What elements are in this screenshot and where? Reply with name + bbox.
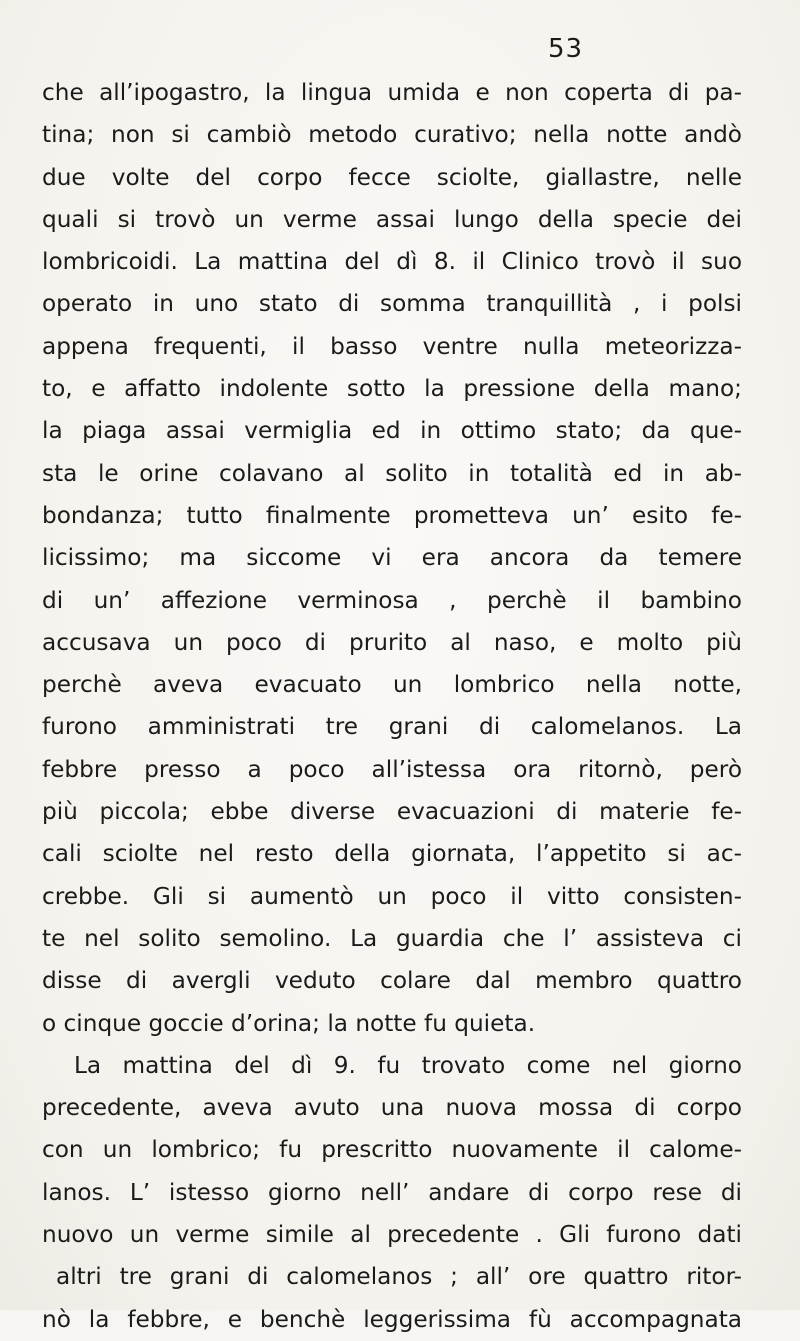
text-line: appena frequenti, il basso ventre nulla meteorizza-: [42, 332, 742, 360]
text-line: tina; non si cambiò metodo curativo; nella notte andò: [42, 121, 742, 149]
text-line: con un lombrico; fu prescritto nuovamente il calome-: [42, 1136, 742, 1164]
text-line: più piccola; ebbe diverse evacuazioni di materie fe-: [42, 798, 742, 826]
text-line: te nel solito semolino. La guardia che l’ assisteva ci: [42, 924, 742, 952]
text-line: di un’ affezione verminosa , perchè il bambino: [42, 586, 742, 614]
text-line: sta le orine colavano al solito in totalità ed in ab-: [42, 459, 742, 487]
text-line: o cinque goccie d’orina; la notte fu quieta.: [42, 1009, 536, 1037]
text-line: accusava un poco di prurito al naso, e molto più: [42, 628, 742, 656]
text-line: perchè aveva evacuato un lombrico nella notte,: [42, 671, 742, 699]
text-line: disse di avergli veduto colare dal membro quattro: [42, 967, 742, 995]
text-line: precedente, aveva avuto una nuova mossa di corpo: [42, 1094, 742, 1122]
text-line: nuovo un verme simile al precedente . Gli furono dati: [42, 1221, 742, 1249]
text-line: due volte del corpo fecce sciolte, giallastre, nelle: [42, 163, 742, 191]
body-text: [42, 72, 742, 1341]
text-line: lanos. L’ istesso giorno nell’ andare di corpo rese di: [42, 1178, 742, 1206]
text-line: altri tre grani di calomelanos ; all’ ore quattro ritor-: [56, 1263, 742, 1291]
text-line: quali si trovò un verme assai lungo della specie dei: [42, 205, 742, 233]
text-line: bondanza; tutto finalmente prometteva un’ esito fe-: [42, 501, 742, 529]
text-line: la piaga assai vermiglia ed in ottimo stato; da que-: [42, 417, 742, 445]
text-line: cali sciolte nel resto della giornata, l’appetito si ac-: [42, 840, 742, 868]
text-line: crebbe. Gli si aumentò un poco il vitto consisten-: [42, 882, 742, 910]
paragraph-start-line: La mattina del dì 9. fu trovato come nel giorno: [74, 1051, 742, 1079]
text-line: licissimo; ma siccome vi era ancora da temere: [42, 544, 742, 572]
text-line: nò la febbre, e benchè leggerissima fù accompagnata: [42, 1305, 742, 1333]
text-line: lombricoidi. La mattina del dì 8. il Clinico trovò il suo: [42, 248, 742, 276]
text-line: che all’ipogastro, la lingua umida e non coperta di pa-: [42, 79, 742, 106]
text-line: furono amministrati tre grani di calomelanos. La: [42, 713, 742, 741]
text-line: febbre presso a poco all’istessa ora ritornò, però: [42, 755, 742, 783]
text-line: operato in uno stato di somma tranquillità , i polsi: [42, 290, 742, 318]
text-line: to, e affatto indolente sotto la pressione della mano;: [42, 375, 742, 403]
page-number: 53: [548, 34, 584, 64]
